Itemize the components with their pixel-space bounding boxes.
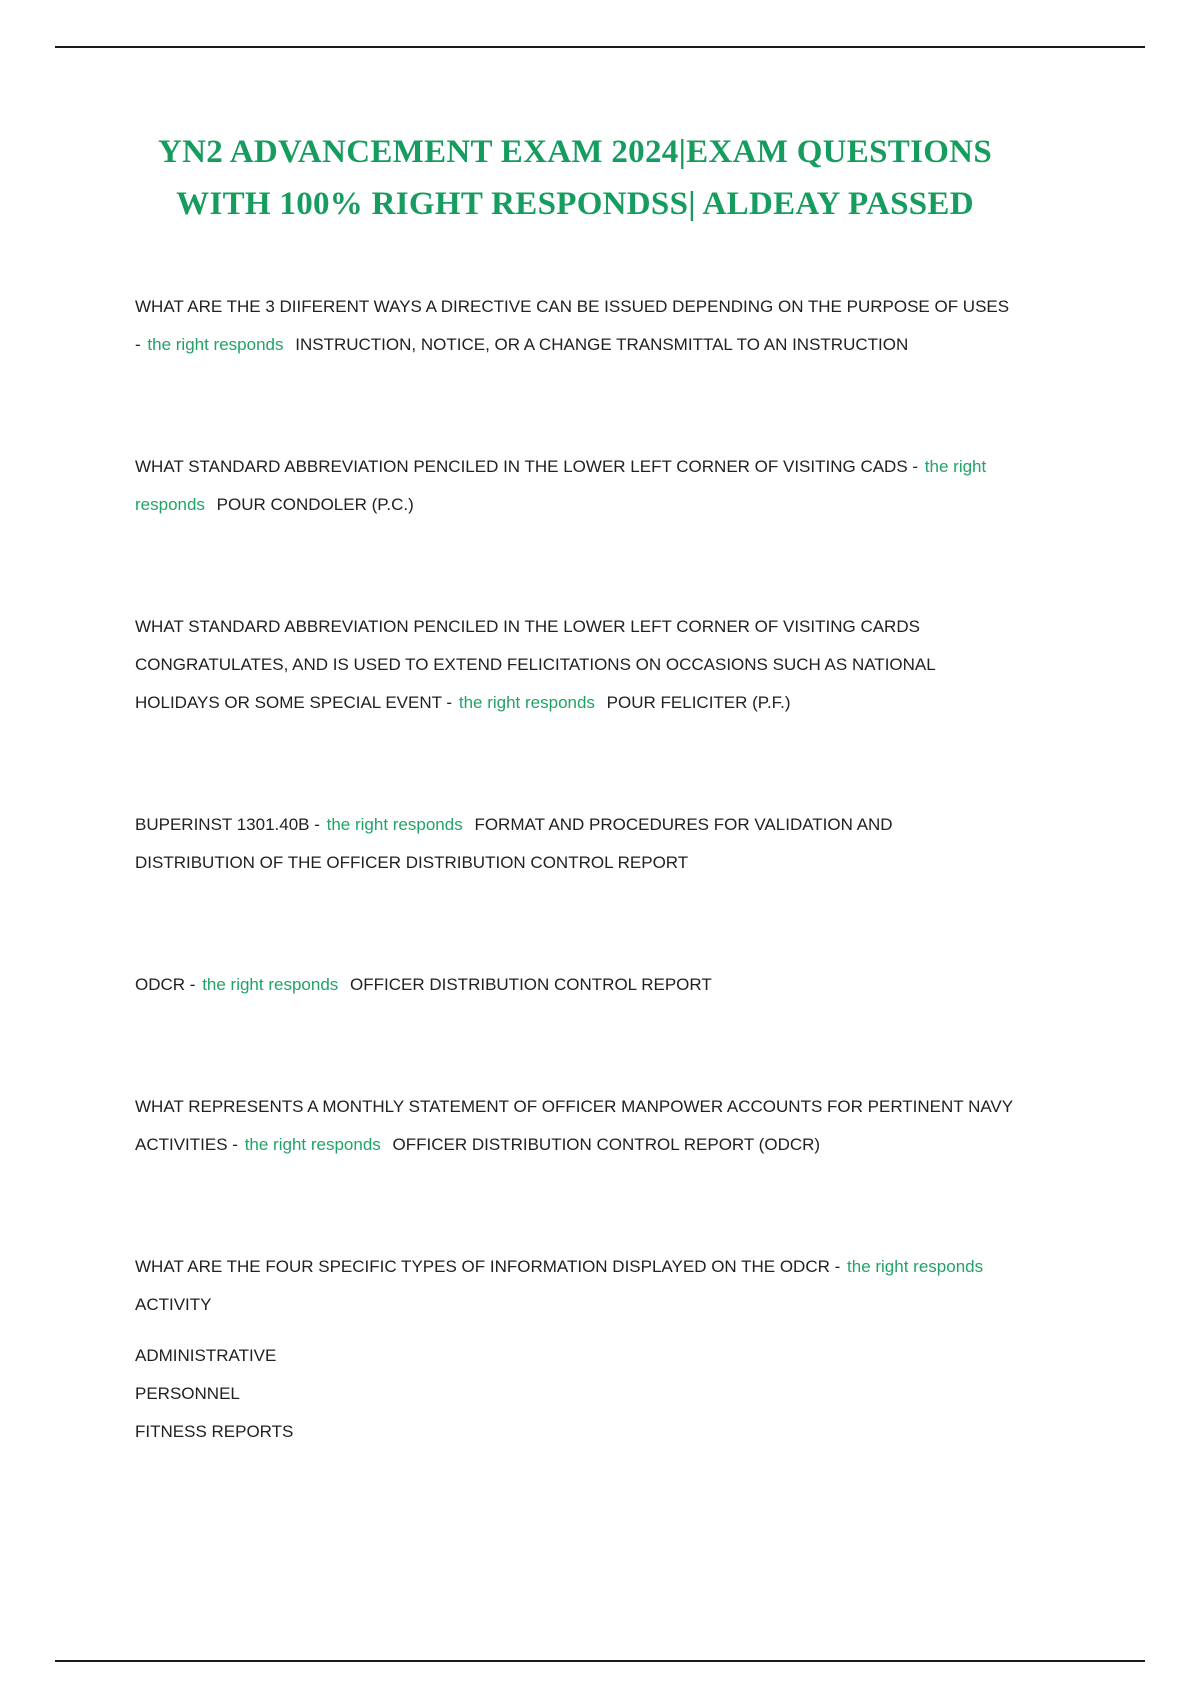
qa-paragraph bbox=[135, 806, 1015, 882]
qa-paragraph bbox=[135, 448, 1015, 524]
document-title: YN2 ADVANCEMENT EXAM 2024|EXAM QUESTIONS WITH 100% RIGHT RESPONDSS| ALDEAY PASSED bbox=[158, 134, 992, 222]
answer-marker: the right responds bbox=[847, 1257, 984, 1276]
qa-item bbox=[135, 966, 1015, 1004]
qa-item bbox=[135, 806, 1015, 882]
qa-item bbox=[135, 288, 1015, 364]
answer-text: FORMAT AND PROCEDURES FOR VALIDATION AND DISTRIBUTION OF THE OFFICER DISTRIBUTION CONTROL REPORT bbox=[135, 815, 893, 872]
question-text: WHAT STANDARD ABBREVIATION PENCILED IN THE LOWER LEFT CORNER OF VISITING CADS - bbox=[135, 457, 919, 476]
question-text: WHAT STANDARD ABBREVIATION PENCILED IN THE LOWER LEFT CORNER OF VISITING CARDS CONGRATULATES, AND IS USED TO EXTEND FELICITATIONS ON OCCASIONS SUCH AS NATIONAL HOLIDAYS OR SOME SPECIAL EVENT - bbox=[135, 617, 936, 712]
answer-list-item: ADMINISTRATIVE bbox=[135, 1346, 277, 1365]
question-text: WHAT ARE THE FOUR SPECIFIC TYPES OF INFORMATION DISPLAYED ON THE ODCR - bbox=[135, 1257, 841, 1276]
answer-text: POUR FELICITER (P.F.) bbox=[606, 693, 791, 712]
answer-text: INSTRUCTION, NOTICE, OR A CHANGE TRANSMITTAL TO AN INSTRUCTION bbox=[295, 335, 909, 354]
question-text: WHAT ARE THE 3 DIIFERENT WAYS A DIRECTIVE CAN BE ISSUED DEPENDING ON THE PURPOSE OF USES - bbox=[135, 297, 1010, 354]
qa-paragraph bbox=[135, 608, 1015, 722]
answer-list bbox=[135, 1337, 1015, 1451]
answer-list-item: FITNESS REPORTS bbox=[135, 1422, 294, 1441]
qa-item bbox=[135, 608, 1015, 722]
qa-paragraph bbox=[135, 1248, 1015, 1324]
answer-marker: the right responds bbox=[202, 975, 339, 994]
qa-paragraph bbox=[135, 966, 1015, 1004]
document-content bbox=[135, 126, 1015, 1451]
answer-text: POUR CONDOLER (P.C.) bbox=[216, 495, 414, 514]
answer-text: OFFICER DISTRIBUTION CONTROL REPORT (ODCR) bbox=[392, 1135, 821, 1154]
qa-item bbox=[135, 1088, 1015, 1164]
qa-paragraph bbox=[135, 288, 1015, 364]
question-text: WHAT REPRESENTS A MONTHLY STATEMENT OF OFFICER MANPOWER ACCOUNTS FOR PERTINENT NAVY ACTIVITIES - bbox=[135, 1097, 1013, 1154]
answer-text: OFFICER DISTRIBUTION CONTROL REPORT bbox=[350, 975, 712, 994]
answer-marker: the right responds bbox=[147, 335, 284, 354]
qa-item bbox=[135, 448, 1015, 524]
answer-marker: the right responds bbox=[244, 1135, 381, 1154]
qa-paragraph bbox=[135, 1088, 1015, 1164]
answer-marker: the right responds bbox=[326, 815, 463, 834]
question-text: ODCR - bbox=[135, 975, 196, 994]
question-text: BUPERINST 1301.40B - bbox=[135, 815, 320, 834]
qa-item bbox=[135, 1248, 1015, 1451]
answer-list-item: PERSONNEL bbox=[135, 1384, 240, 1403]
top-rule bbox=[55, 46, 1145, 48]
answer-text: ACTIVITY bbox=[135, 1295, 212, 1314]
answer-marker: the right responds bbox=[135, 457, 987, 514]
answer-marker: the right responds bbox=[458, 693, 595, 712]
bottom-rule bbox=[55, 1660, 1145, 1662]
